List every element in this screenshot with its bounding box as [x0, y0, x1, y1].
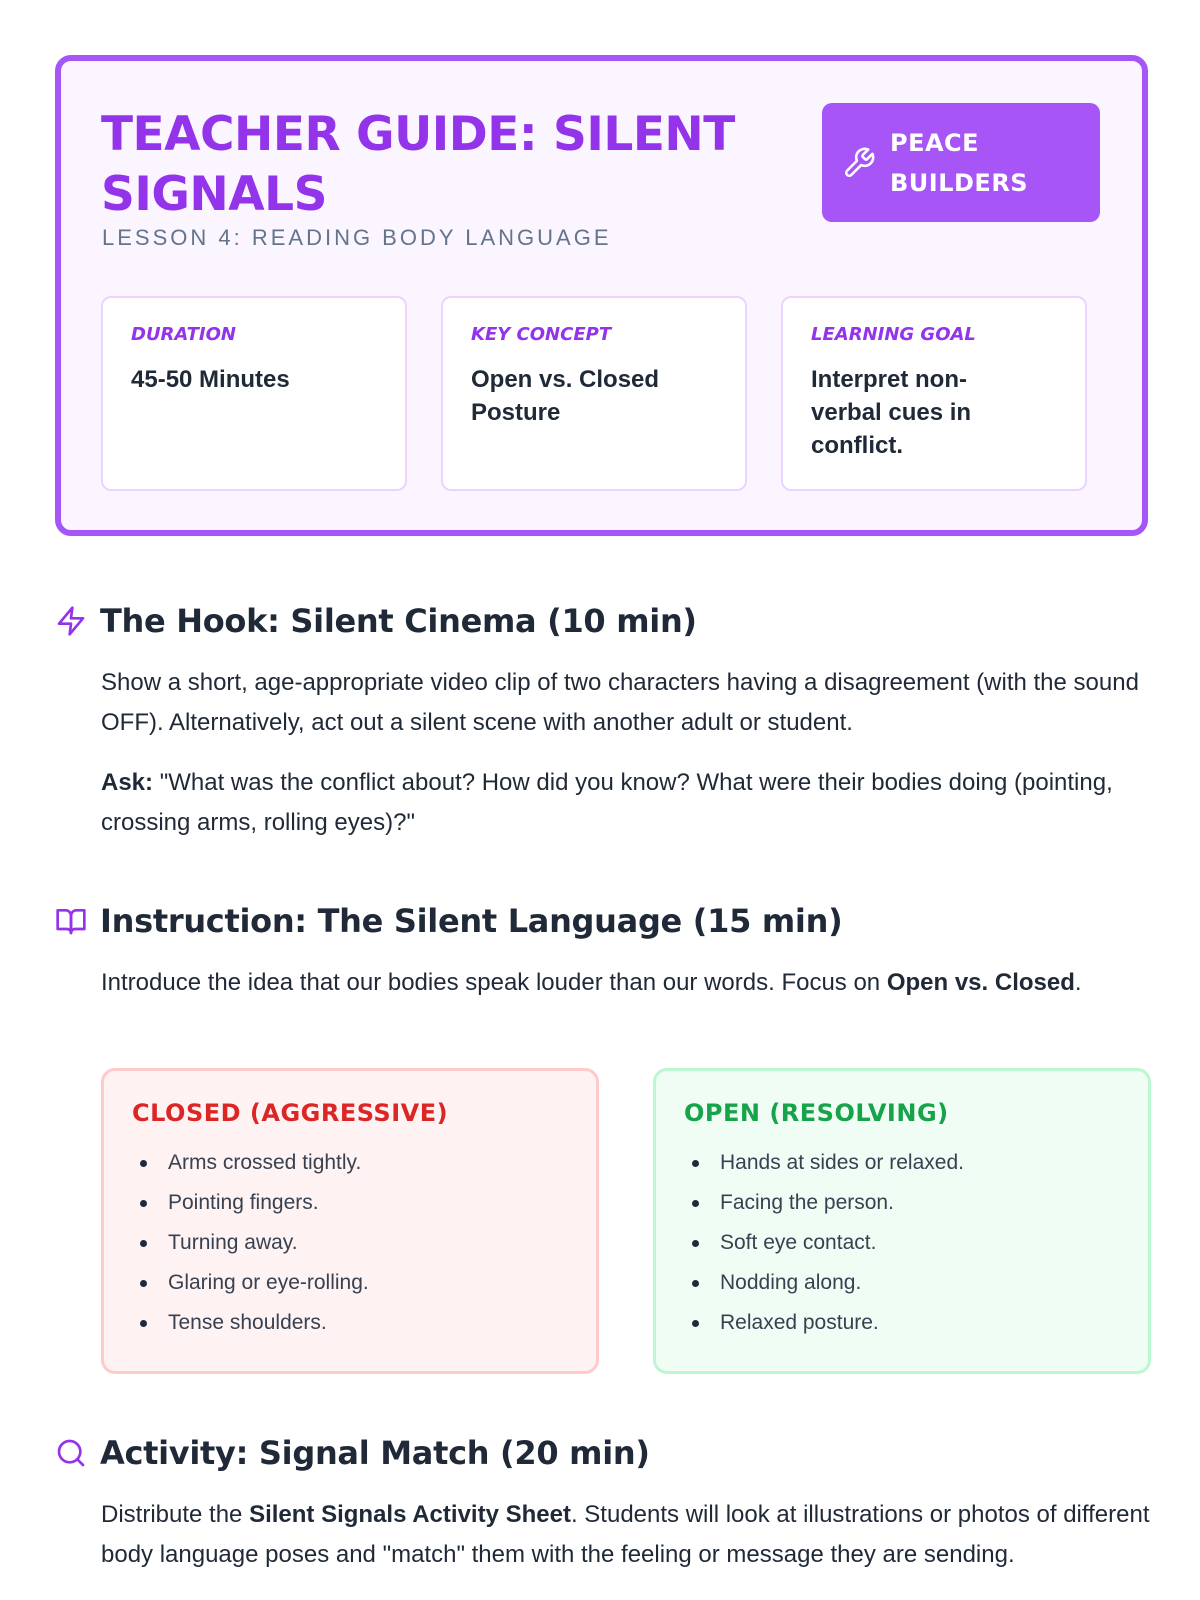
peace-builders-button[interactable] [822, 103, 1100, 222]
open-heading: OPEN (RESOLVING) [684, 1099, 949, 1127]
section-instruction [55, 901, 1155, 1003]
lightning-icon [55, 605, 87, 637]
brand-label: PEACE BUILDERS [890, 128, 1029, 197]
text-run-bold: Silent Signals Activity Sheet [249, 1501, 571, 1528]
section-title: Activity: Signal Match (20 min) [100, 1434, 650, 1472]
section-activity [55, 1433, 1155, 1575]
text-run: . Students will look at illustrations or photos of different body language poses and "match" them with the feeling or message they are sending. [101, 1501, 1150, 1568]
stat-label: DURATION [131, 324, 236, 345]
stat-label: KEY CONCEPT [471, 324, 612, 345]
open-list [684, 1143, 1120, 1343]
stat-card-key-concept [441, 296, 747, 491]
stat-card-duration [101, 296, 407, 491]
ask-text: "What was the conflict about? How did you know? What were their bodies doing (pointing, crossing arms, rolling eyes)?" [101, 769, 1113, 836]
text-run: Introduce the idea that our bodies speak louder than our words. Focus on [101, 969, 887, 996]
closed-heading: CLOSED (AGGRESSIVE) [132, 1099, 449, 1127]
list-item: Hands at sides or relaxed. [684, 1143, 1120, 1183]
list-item: Tense shoulders. [132, 1303, 568, 1343]
stat-label: LEARNING GOAL [811, 324, 976, 345]
open-posture-box [653, 1068, 1151, 1374]
stat-value: Open vs. Closed Posture [471, 366, 660, 426]
list-item: Turning away. [132, 1223, 568, 1263]
list-item: Relaxed posture. [684, 1303, 1120, 1343]
lesson-header-card [55, 55, 1148, 536]
stat-card-learning-goal [781, 296, 1087, 491]
list-item: Nodding along. [684, 1263, 1120, 1303]
section-title: The Hook: Silent Cinema (10 min) [100, 602, 697, 640]
stat-value: 45-50 Minutes [131, 366, 290, 393]
search-icon [55, 1437, 87, 1469]
stat-value: Interpret non-verbal cues in conflict. [811, 366, 972, 459]
list-item: Pointing fingers. [132, 1183, 568, 1223]
list-item: Facing the person. [684, 1183, 1120, 1223]
wrench-icon [842, 146, 876, 180]
book-icon [55, 905, 87, 937]
instruction-paragraph [101, 963, 1156, 1003]
text-run: . [1074, 969, 1082, 996]
text-run: Distribute the [101, 1501, 250, 1528]
list-item: Arms crossed tightly. [132, 1143, 568, 1183]
closed-posture-box [101, 1068, 599, 1374]
hook-paragraph: Show a short, age-appropriate video clip of two characters having a disagreement (with the sound OFF). Alternatively, act out a silent scene with another adult or student. [101, 669, 1139, 736]
lesson-subtitle: LESSON 4: READING BODY LANGUAGE [102, 225, 612, 250]
page-title: TEACHER GUIDE: SILENT SIGNALS [101, 107, 735, 222]
section-title: Instruction: The Silent Language (15 min) [100, 902, 843, 940]
ask-label: Ask: [101, 769, 154, 796]
activity-paragraph [101, 1495, 1156, 1575]
text-run-bold: Open vs. Closed [886, 969, 1075, 996]
closed-list [132, 1143, 568, 1343]
list-item: Soft eye contact. [684, 1223, 1120, 1263]
section-hook [55, 601, 1155, 843]
list-item: Glaring or eye-rolling. [132, 1263, 568, 1303]
hook-ask-paragraph [101, 763, 1156, 843]
